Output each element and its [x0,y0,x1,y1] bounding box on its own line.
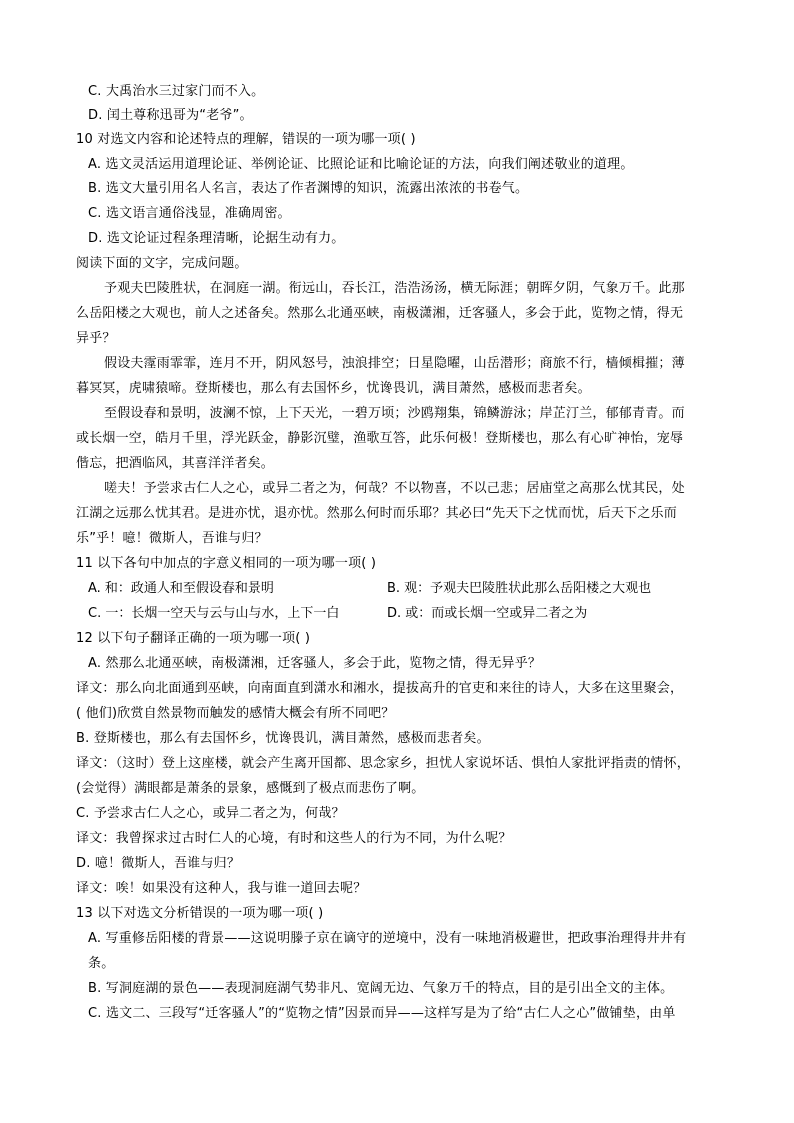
passage-p1-line2: 么岳阳楼之大观也，前人之述备矣。然那么北通巫峡，南极潇湘，迁客骚人，多会于此，览物之情，得无 [76,306,684,321]
option-a-q10: A. 选文灵活运用道理论证、举例论证、比照论证和比喻论证的方法，向我们阐述敬业的道理。 [88,157,634,172]
translation-a-line2: ( 他们)欣赏自然景物而触发的感情大概会有所不同吧？ [76,706,395,721]
reading-instruction: 阅读下面的文字，完成问题。 [76,256,248,271]
translation-b-line2: (会觉得）满眼都是萧条的景象，感慨到了极点而悲伤了啊。 [76,781,425,796]
question-10: 10 对选文内容和论述特点的理解，错误的一项为哪一项( ) [76,132,416,147]
option-c-q11: C. 一：长烟一空天与云与山与水，上下一白 [88,606,340,621]
option-a-q13-line1: A. 写重修岳阳楼的背景——这说明滕子京在谪守的逆境中，没有一味地消极避世，把政事治理得井井有 [88,931,687,946]
passage-p2-line1: 假设夫霪雨霏霏，连月不开，阴风怒号，浊浪排空；日星隐曜，山岳潜形；商旅不行，樯倾楫摧；薄 [104,356,685,371]
translation-a-line1: 译文：那么向北面通到巫峡，向南面直到潇水和湘水，提拔高升的官吏和来往的诗人，大多在这里聚会， [76,681,684,696]
passage-p3-line2: 或长烟一空，皓月千里，浮光跃金，静影沉璧，渔歌互答，此乐何极！登斯楼也，那么有心旷神怡，宠辱 [76,431,684,446]
option-c-q10: C. 选文语言通俗浅显，准确周密。 [88,206,291,221]
option-c-q13: C. 选文二、三段写“迁客骚人”的“览物之情”因景而异——这样写是为了给“古仁人之心”做铺垫，由单 [88,1006,676,1021]
option-d-q11: D. 或：而或长烟一空或异二者之为 [387,606,588,621]
translation-c: 译文：我曾探求过古时仁人的心境，有时和这些人的行为不同，为什么呢？ [76,831,512,846]
passage-p2-line2: 暮冥冥，虎啸猿啼。登斯楼也，那么有去国怀乡，忧谗畏讥，满目萧然，感极而悲者矣。 [76,381,591,396]
option-d-q12: D. 噫！微斯人，吾谁与归？ [76,856,241,871]
option-a-q11: A. 和：政通人和至假设春和景明 [88,581,274,596]
option-a-q13-line2: 条。 [88,956,115,971]
option-b-q13: B. 写洞庭湖的景色——表现洞庭湖气势非凡、宽阔无边、气象万千的特点，目的是引出全文的主体。 [88,981,674,996]
question-11: 11 以下各句中加点的字意义相同的一项为哪一项( ) [76,556,377,571]
option-b-q12: B. 登斯楼也，那么有去国怀乡，忧谗畏讥，满目萧然，感极而悲者矣。 [76,731,490,746]
passage-p3-line1: 至假设春和景明，波澜不惊，上下天光，一碧万顷；沙鸥翔集，锦鳞游泳；岸芷汀兰，郁郁青青。而 [104,406,685,421]
question-12: 12 以下句子翻译正确的一项为哪一项( ) [76,631,311,646]
option-c-q12: C. 予尝求古仁人之心，或异二者之为，何哉？ [76,806,345,821]
passage-p4-line3: 乐”乎！噫！微斯人，吾谁与归？ [76,531,268,546]
passage-p1-line1: 予观夫巴陵胜状，在洞庭一湖。衔远山，吞长江，浩浩汤汤，横无际涯；朝晖夕阴，气象万千。此那 [104,281,685,296]
passage-p4-line1: 嗟夫！予尝求古仁人之心，或异二者之为，何哉？不以物喜，不以己悲；居庙堂之高那么忧其民，处 [104,481,685,496]
option-d-q10: D. 选文论证过程条理清晰，论据生动有力。 [88,231,345,246]
translation-d: 译文：唉！如果没有这种人，我与谁一道回去呢？ [76,881,367,896]
question-13: 13 以下对选文分析错误的一项为哪一项( ) [76,906,324,921]
option-c-q9: C. 大禹治水三过家门而不入。 [88,84,265,99]
option-b-q10: B. 选文大量引用名人名言，表达了作者渊博的知识，流露出浓浓的书卷气。 [88,181,529,196]
passage-p4-line2: 江湖之远那么忧其君。是进亦忧，退亦忧。然那么何时而乐耶？其必曰“先天下之忧而忧，后天下之乐而 [76,506,677,521]
passage-p1-line3: 异乎？ [76,331,116,346]
option-d-q9: D. 闰土尊称迅哥为“老爷”。 [88,108,253,123]
option-a-q12: A. 然那么北通巫峡，南极潇湘，迁客骚人，多会于此，览物之情，得无异乎？ [88,656,542,671]
option-b-q11: B. 观：予观夫巴陵胜状此那么岳阳楼之大观也 [387,581,652,596]
passage-p3-line3: 偕忘，把酒临风，其喜洋洋者矣。 [76,456,275,471]
translation-b-line1: 译文：（这时）登上这座楼，就会产生离开国都、思念家乡，担忧人家说坏话、惧怕人家批评指责的情怀， [76,756,690,771]
